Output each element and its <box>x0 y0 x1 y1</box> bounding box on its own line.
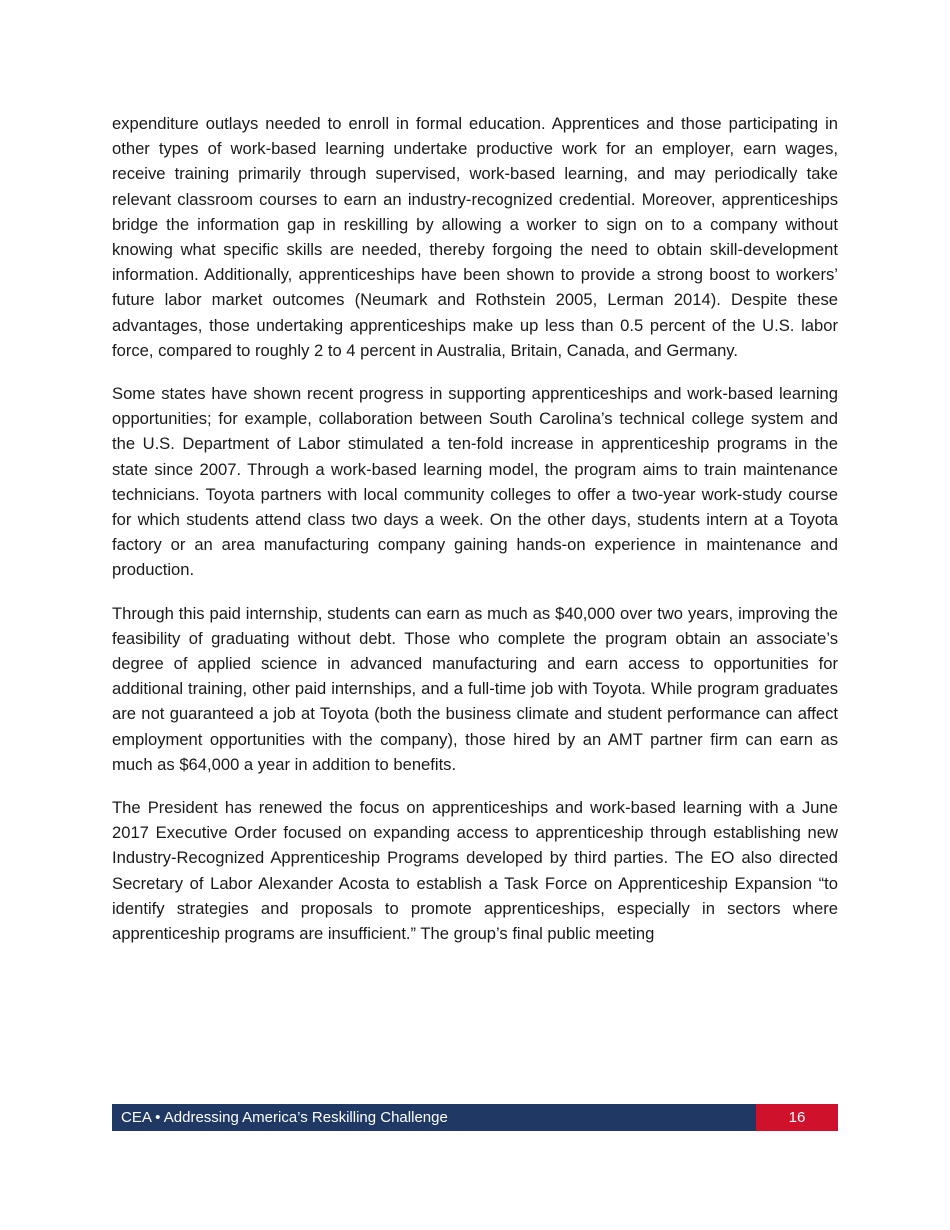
paragraph-executive-order: The President has renewed the focus on apprenticeships and work-based learning with a June 2017 Executive Order focused on expanding access to apprenticeship through establishing new Industry-Recognized Apprenticeship Programs developed by third parties. The EO also directed Secretary of Labor Alexander Acosta to establish a Task Force on Apprenticeship Expansion “to identify strategies and proposals to promote apprenticeships, especially in sectors where apprenticeship programs are insufficient.” The group’s final public meeting <box>112 798 838 944</box>
document-body <box>112 111 838 964</box>
page-footer <box>112 1104 838 1131</box>
paragraph-paid-internship: Through this paid internship, students can earn as much as $40,000 over two years, improving the feasibility of graduating without debt. Those who complete the program obtain an associate’s degree of applied science in advanced manufacturing and earn access to opportunities for additional training, other paid internships, and a full-time job with Toyota. While program graduates are not guaranteed a job at Toyota (both the business climate and student performance can affect employment opportunities with the company), those hired by an AMT partner firm can earn as much as $64,000 a year in addition to benefits. <box>112 603 838 774</box>
paragraph-apprenticeship-benefits: expenditure outlays needed to enroll in formal education. Apprentices and those participating in other types of work-based learning undertake productive work for an employer, earn wages, receive training primarily through supervised, work-based learning, and may periodically take relevant classroom courses to earn an industry-recognized credential. Moreover, apprenticeships bridge the information gap in reskilling by allowing a worker to sign on to a company without knowing what specific skills are needed, thereby forgoing the need to obtain skill-development information. Additionally, apprenticeships have been shown to provide a strong boost to workers’ future labor market outcomes (Neumark and Rothstein 2005, Lerman 2014). Despite these advantages, those undertaking apprenticeships make up less than 0.5 percent of the U.S. labor force, compared to roughly 2 to 4 percent in Australia, Britain, Canada, and Germany. <box>112 114 838 360</box>
paragraph-state-progress: Some states have shown recent progress in supporting apprenticeships and work-based learning opportunities; for example, collaboration between South Carolina’s technical college system and the U.S. Department of Labor stimulated a ten-fold increase in apprenticeship programs in the state since 2007. Through a work-based learning model, the program aims to train maintenance technicians. Toyota partners with local community colleges to offer a two-year work-study course for which students attend class two days a week. On the other days, students intern at a Toyota factory or an area manufacturing company gaining hands-on experience in maintenance and production. <box>112 384 838 580</box>
page-number: 16 <box>756 1104 838 1131</box>
footer-title: CEA • Addressing America’s Reskilling Challenge <box>112 1104 756 1131</box>
